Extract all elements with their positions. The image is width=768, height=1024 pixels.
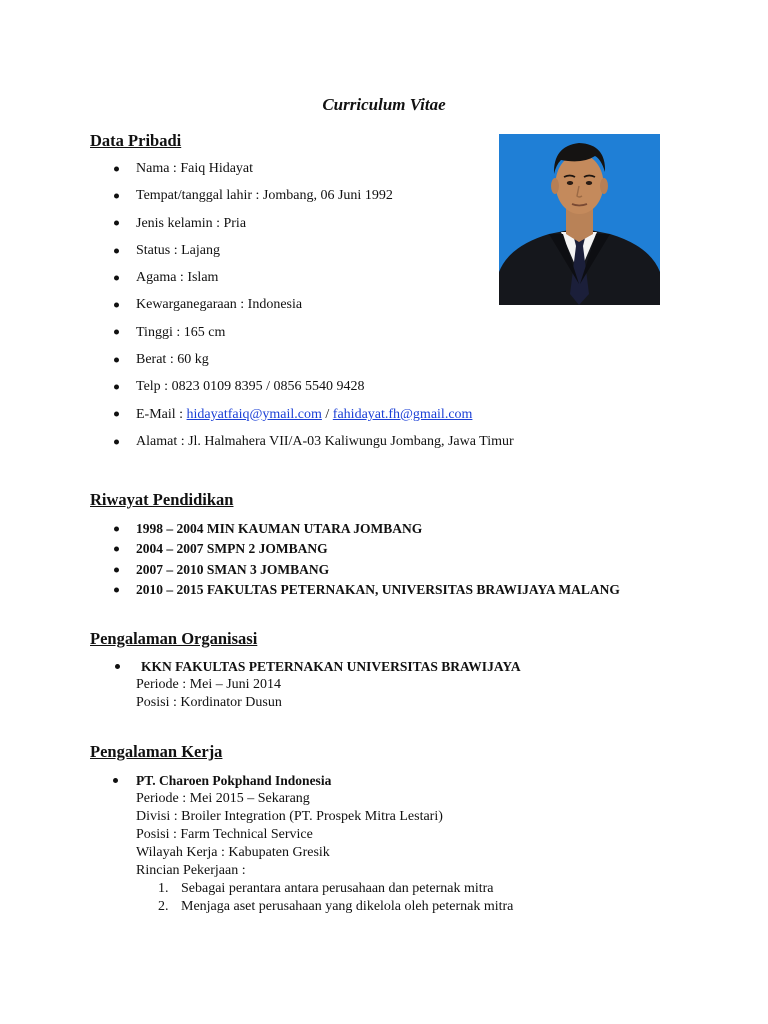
work-bullet [113, 778, 118, 783]
personal-item-email [90, 401, 514, 428]
profile-photo-illustration [499, 134, 660, 305]
email-separator: / [321, 406, 333, 422]
organization-position: Posisi : Kordinator Dusun [136, 695, 282, 710]
work-division: Divisi : Broiler Integration (PT. Prospek Mitra Lestari) [136, 809, 443, 824]
document-title: Curriculum Vitae [322, 95, 446, 114]
work-detail-item [136, 880, 513, 898]
education-item: 2010 – 2015 FAKULTAS PETERNAKAN, UNIVERSITAS BRAWIJAYA MALANG [90, 580, 620, 600]
work-detail-number: 2. [158, 899, 169, 914]
education-item: 2004 – 2007 SMPN 2 JOMBANG [90, 539, 620, 559]
email-label: E-Mail : [136, 406, 187, 422]
education-item: 1998 – 2004 MIN KAUMAN UTARA JOMBANG [90, 519, 620, 539]
personal-item-weight: Berat : 60 kg [90, 346, 514, 373]
profile-photo [499, 134, 660, 305]
education-item: 2007 – 2010 SMAN 3 JOMBANG [90, 560, 620, 580]
email-link-gmail[interactable]: fahidayat.fh@gmail.com [332, 406, 473, 422]
organization-heading: Pengalaman Organisasi [90, 629, 258, 648]
work-details-label: Rincian Pekerjaan : [136, 863, 246, 878]
personal-data-list [90, 155, 514, 455]
organization-period: Periode : Mei – Juni 2014 [136, 677, 282, 692]
education-list [90, 519, 620, 600]
education-heading: Riwayat Pendidikan [90, 490, 234, 509]
personal-item-gender: Jenis kelamin : Pria [90, 210, 514, 237]
personal-item-status: Status : Lajang [90, 237, 514, 264]
personal-item-religion: Agama : Islam [90, 264, 514, 291]
personal-item-nationality: Kewarganegaraan : Indonesia [90, 291, 514, 318]
personal-data-heading: Data Pribadi [90, 131, 182, 150]
personal-item-height: Tinggi : 165 cm [90, 319, 514, 346]
personal-item-birth: Tempat/tanggal lahir : Jombang, 06 Juni 1992 [90, 182, 514, 209]
personal-item-address: Alamat : Jl. Halmahera VII/A-03 Kaliwungu Jombang, Jawa Timur [90, 428, 514, 455]
work-details-list [136, 880, 513, 916]
personal-item-phone: Telp : 0823 0109 8395 / 0856 5540 9428 [90, 373, 514, 400]
work-detail-item [136, 898, 513, 916]
work-entry [136, 772, 513, 916]
work-heading: Pengalaman Kerja [90, 742, 223, 761]
work-period: Periode : Mei 2015 – Sekarang [136, 791, 310, 806]
organization-name: KKN FAKULTAS PETERNAKAN UNIVERSITAS BRAWIJAYA [141, 659, 521, 674]
email-link-ymail[interactable]: hidayatfaiq@ymail.com [186, 406, 322, 422]
work-detail-number: 1. [158, 881, 169, 896]
organization-entry [136, 658, 521, 712]
work-position: Posisi : Farm Technical Service [136, 827, 313, 842]
work-area: Wilayah Kerja : Kabupaten Gresik [136, 845, 330, 860]
work-detail-text: Sebagai perantara antara perusahaan dan peternak mitra [181, 881, 494, 896]
organization-bullet [115, 664, 120, 669]
work-company: PT. Charoen Pokphand Indonesia [136, 773, 332, 788]
personal-item-name: Nama : Faiq Hidayat [90, 155, 514, 182]
work-detail-text: Menjaga aset perusahaan yang dikelola oleh peternak mitra [181, 899, 514, 914]
